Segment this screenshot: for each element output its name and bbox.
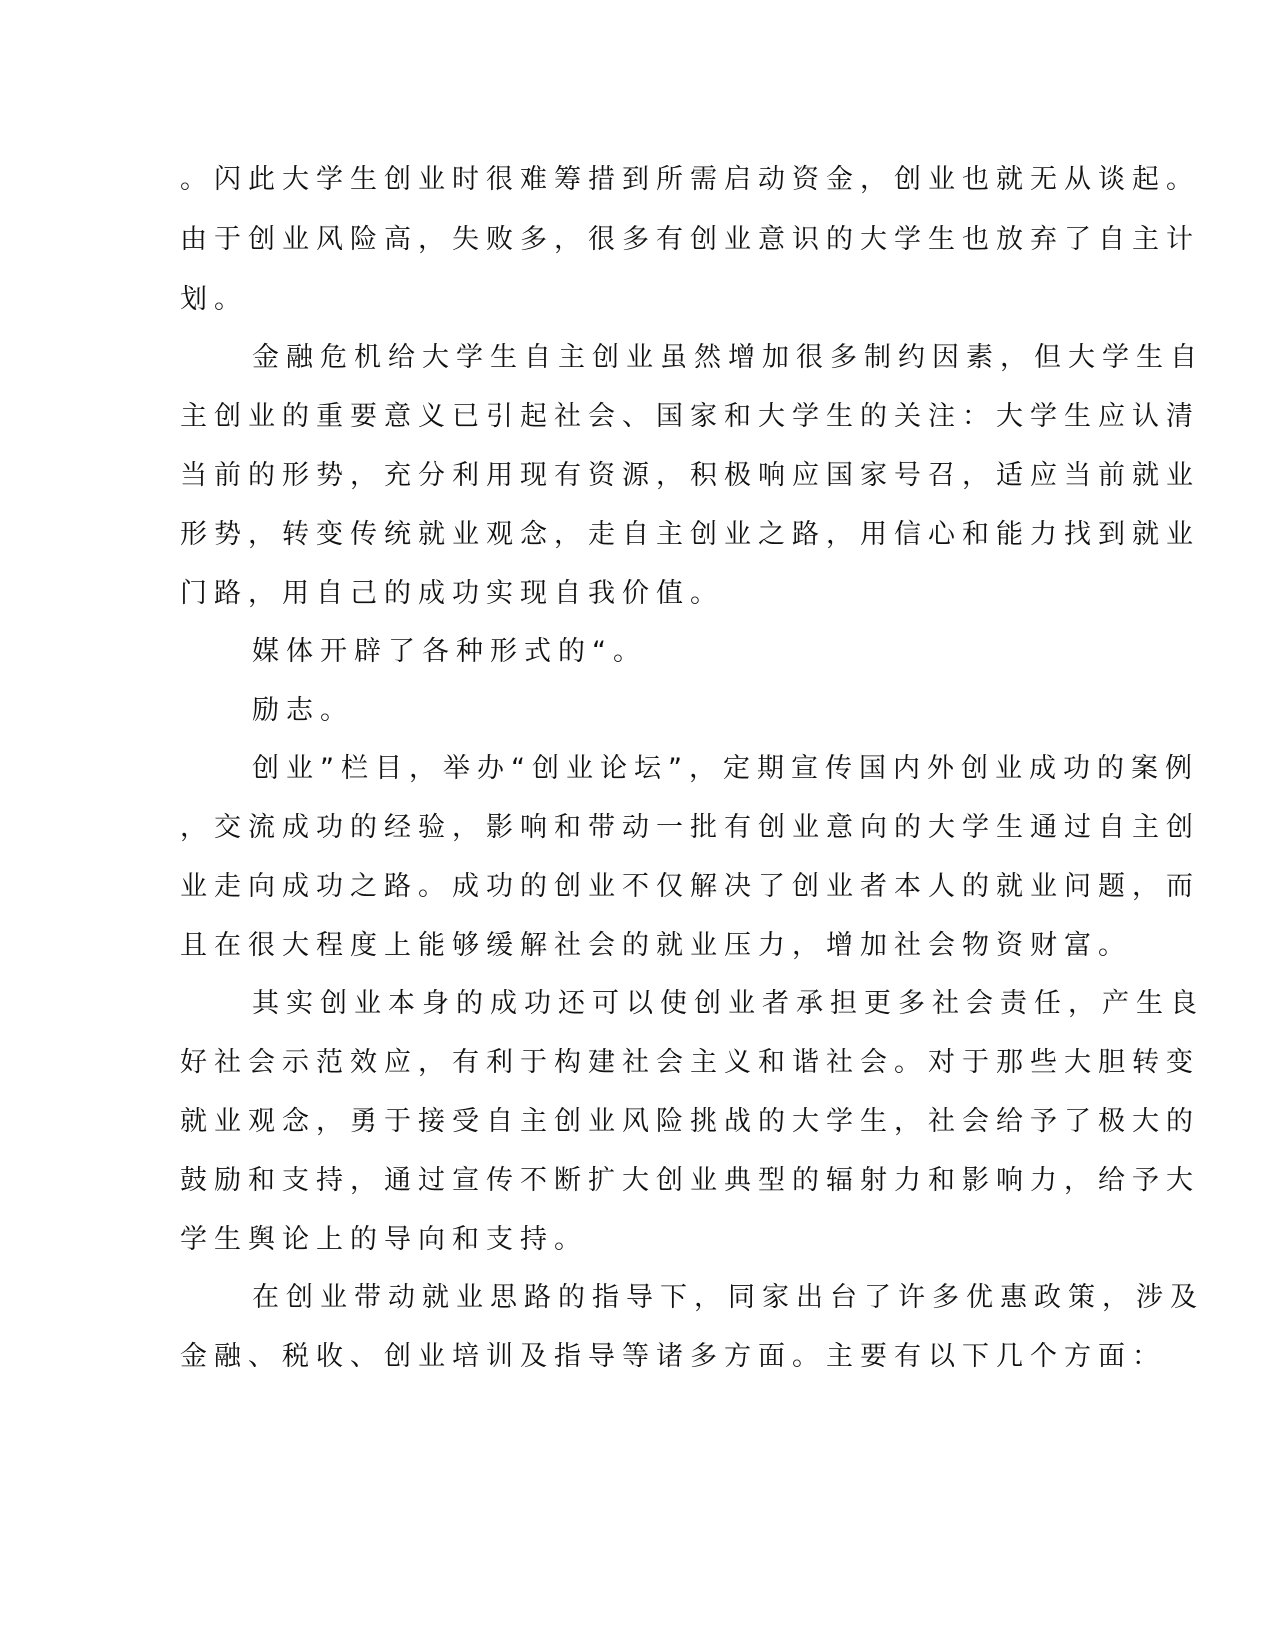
text-line: 金融、税收、创业培训及指导等诸多方面。主要有以下几个方面： (180, 1341, 1166, 1372)
text-line: 由于创业风险高，失败多，很多有创业意识的大学生也放弃了自主计 (180, 224, 1200, 255)
text-line: 在创业带动就业思路的指导下，同家出台了许多优惠政策，涉及 (252, 1282, 1204, 1313)
text-line: 形势，转变传统就业观念，走自主创业之路，用信心和能力找到就业 (180, 519, 1200, 550)
text-line: 就业观念，勇于接受自主创业风险挑战的大学生，社会给予了极大的 (180, 1106, 1200, 1137)
text-line: 划。 (180, 284, 248, 315)
text-line: 好社会示范效应，有利于构建社会主义和谐社会。对于那些大胆转变 (180, 1047, 1200, 1078)
text-line: 其实创业本身的成功还可以使创业者承担更多社会责任，产生良 (252, 988, 1204, 1019)
text-line: 励志。 (252, 695, 354, 726)
text-line: 门路，用自己的成功实现自我价值。 (180, 578, 724, 609)
text-line: 学生舆论上的导向和支持。 (180, 1224, 588, 1255)
text-line: 业走向成功之路。成功的创业不仅解决了创业者本人的就业问题，而 (180, 871, 1200, 902)
text-line: 鼓励和支持，通过宣传不断扩大创业典型的辐射力和影响力，给予大 (180, 1165, 1200, 1196)
text-line: 媒体开辟了各种形式的“。 (252, 636, 647, 667)
text-line: 创业”栏目，举办“创业论坛”，定期宣传国内外创业成功的案例 (252, 753, 1199, 784)
text-line: 主创业的重要意义已引起社会、国家和大学生的关注：大学生应认清 (180, 401, 1200, 432)
text-line: 当前的形势，充分利用现有资源，积极响应国家号召，适应当前就业 (180, 460, 1200, 491)
text-line: ，交流成功的经验，影响和带动一批有创业意向的大学生通过自主创 (180, 812, 1200, 843)
text-line: 金融危机给大学生自主创业虽然增加很多制约因素，但大学生自 (252, 342, 1204, 373)
text-line: 且在很大程度上能够缓解社会的就业压力，增加社会物资财富。 (180, 930, 1132, 961)
text-line: 。闪此大学生创业时很难筹措到所需启动资金，创业也就无从谈起。 (180, 164, 1200, 195)
